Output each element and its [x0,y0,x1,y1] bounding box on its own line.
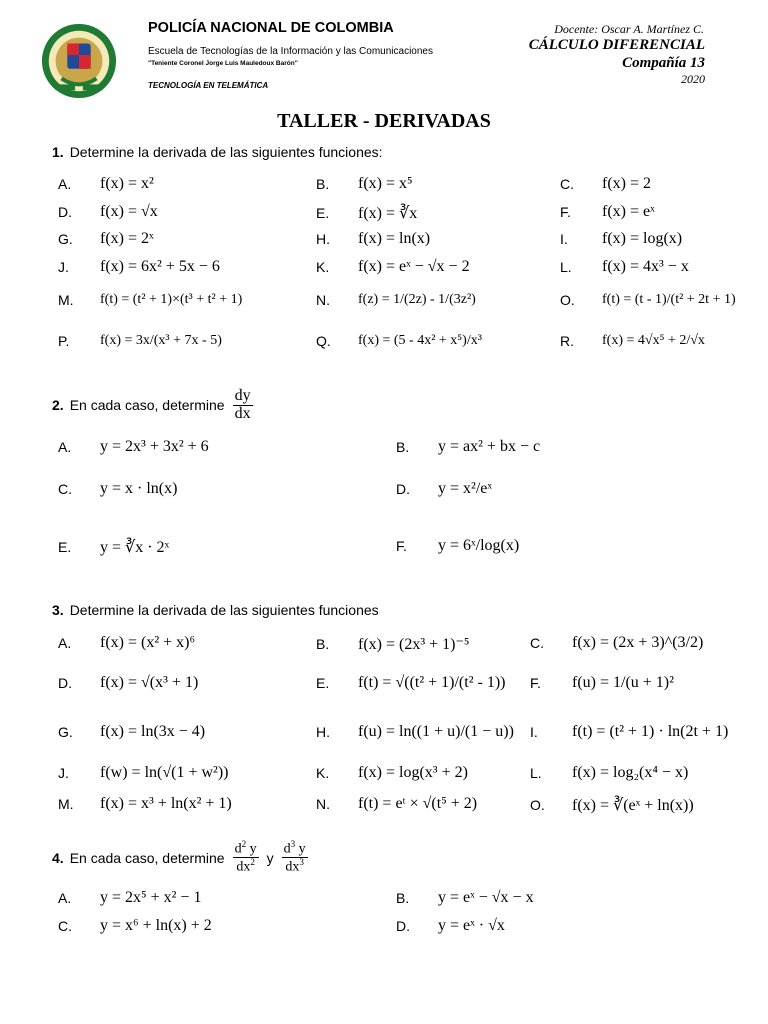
exercise-item [58,292,242,308]
exercise-expression: f(t) = √((t² + 1)/(t² - 1)) [358,674,506,691]
dy-dx-denominator: dx [234,404,251,422]
exercise-expression: f(t) = (t² + 1)×(t³ + t² + 1) [100,292,243,307]
exercise-expression: f(x) = (x² + x)⁶ [100,634,196,651]
exercise-label: A. [58,635,72,651]
exercise-item [316,292,476,308]
institution-name: POLICÍA NACIONAL DE COLOMBIA [148,20,394,36]
exercise-item [530,723,728,741]
exercise-item [316,333,482,349]
year: 2020 [681,72,705,86]
exercise-item [560,203,655,221]
exercise-item [316,674,505,692]
exercise-label: A. [58,890,72,906]
exercise-label: F. [396,538,407,554]
exercise-label: M. [58,796,74,812]
exercise-expression: f(x) = x³ + ln(x² + 1) [100,795,232,812]
exercise-item [316,175,413,193]
exercise-expression: f(x) = 4√x⁵ + 2/√x [602,333,705,348]
exercise-expression: f(x) = 2ˣ [100,230,154,247]
exercise-item [530,634,703,652]
dy-dx-fraction [233,388,253,423]
exercise-label: G. [58,231,73,247]
program-name: TECNOLOGÍA EN TELEMÁTICA [148,81,269,90]
third-derivative-denominator: $dx^3$ [285,857,304,875]
exercise-item [316,230,430,248]
second-derivative-numerator: $d^2$ y [234,839,257,857]
exercise-expression: f(x) = √x [100,203,158,220]
exercise-label: I. [530,724,538,740]
exercise-expression: f(x) = ln(x) [358,230,431,247]
exercise-label: A. [58,439,72,455]
second-derivative-denominator: $dx^2$ [236,857,255,875]
exercise-label: K. [316,259,330,275]
exercise-expression: f(x) = (5 - 4x² + x⁵)/x³ [358,333,482,348]
exercise-item [58,917,212,935]
exercise-label: B. [316,636,330,652]
exercise-item [58,674,198,692]
exercise-label: C. [58,918,72,934]
exercise-label: G. [58,724,73,740]
conjunction-and: y [266,849,274,866]
exercise-label: A. [58,176,72,192]
section-prompt: En cada caso, determine [69,849,225,866]
exercise-item [316,764,468,782]
exercise-item [316,634,470,654]
exercise-label: H. [316,231,330,247]
exercise-expression: y = eˣ − √x − x [438,889,534,906]
exercise-item [530,764,688,782]
exercise-item [396,537,519,555]
exercise-expression: f(x) = ln(3x − 4) [100,723,206,740]
exercise-item [396,480,492,498]
exercise-label: K. [316,765,330,781]
exercise-expression: f(x) = log₂(x⁴ − x) [572,764,689,781]
exercise-label: O. [530,797,545,813]
exercise-expression: f(x) = (2x + 3)^(3/2) [572,634,704,651]
exercise-label: L. [560,259,572,275]
exercise-expression: f(x) = (2x³ + 1)⁻⁵ [358,636,470,653]
section-1-header [52,144,383,160]
exercise-item [58,795,232,813]
third-derivative-numerator: $d^3$ y [283,839,306,857]
exercise-item [316,203,417,223]
exercise-label: I. [560,231,568,247]
exercise-item [560,258,689,276]
exercise-item [58,230,154,248]
exercise-item [560,333,705,349]
exercise-item [316,795,477,813]
exercise-label: M. [58,292,74,308]
exercise-label: N. [316,292,330,308]
exercise-label: D. [396,918,410,934]
exercise-item [530,795,694,815]
exercise-expression: f(x) = x⁵ [358,175,413,192]
exercise-expression: y = eˣ · √x [438,917,505,934]
exercise-expression: f(z) = 1/(2z) - 1/(3z²) [358,292,476,307]
section-4-header [52,840,310,876]
exercise-item [58,258,220,276]
exercise-item [58,634,195,652]
exercise-label: H. [316,724,330,740]
exercise-label: C. [560,176,574,192]
section-prompt: En cada caso, determine [69,397,225,414]
exercise-label: F. [530,675,541,691]
exercise-item [58,438,209,456]
second-derivative-fraction [233,840,259,876]
exercise-item [58,723,205,741]
exercise-label: N. [316,796,330,812]
exercise-expression: f(u) = ln((1 + u)/(1 − u)) [358,723,514,740]
exercise-expression: y = x · ln(x) [100,480,178,497]
section-3-header [52,602,379,618]
exercise-expression: y = ax² + bx − c [438,438,541,455]
exercise-expression: y = ∛x · 2ˣ [100,539,170,556]
exercise-expression: y = 2x⁵ + x² − 1 [100,889,202,906]
exercise-label: E. [316,205,330,221]
exercise-expression: y = 2x³ + 3x² + 6 [100,438,209,455]
police-seal-logo [40,22,118,100]
exercise-expression: f(t) = (t - 1)/(t² + 2t + 1) [602,292,736,307]
exercise-expression: y = 6ˣ/log(x) [438,537,520,554]
exercise-expression: f(u) = 1/(u + 1)² [572,674,674,691]
exercise-item [316,723,514,741]
exercise-label: E. [58,539,72,555]
section-number: 4. [52,849,64,866]
exercise-label: P. [58,333,70,349]
exercise-expression: f(t) = (t² + 1) · ln(2t + 1) [572,723,729,740]
section-prompt: Determine la derivada de las siguientes funciones: [69,144,383,160]
exercise-label: J. [58,259,69,275]
exercise-item [396,917,505,935]
exercise-expression: f(x) = ∛x [358,205,418,222]
exercise-item [58,889,201,907]
third-derivative-fraction [282,840,308,876]
school-name: Escuela de Tecnologías de la Información y las Comunicaciones [148,46,433,57]
exercise-item [58,203,158,221]
exercise-item [58,333,222,349]
exercise-label: C. [530,635,544,651]
exercise-item [560,230,682,248]
exercise-expression: f(t) = eᵗ × √(t⁵ + 2) [358,795,478,812]
section-prompt: Determine la derivada de las siguientes funciones [69,602,379,618]
exercise-label: D. [396,481,410,497]
exercise-label: B. [316,176,330,192]
exercise-expression: f(x) = 4x³ − x [602,258,689,275]
exercise-item [316,258,470,276]
exercise-label: J. [58,765,69,781]
section-2-header [52,388,255,423]
exercise-label: R. [560,333,574,349]
exercise-expression: f(x) = 6x² + 5x − 6 [100,258,220,275]
exercise-label: D. [58,675,72,691]
exercise-label: L. [530,765,542,781]
exercise-expression: f(x) = x² [100,175,154,192]
school-honoree: "Teniente Coronel Jorge Luis Mauledoux Barón" [148,60,298,67]
exercise-label: F. [560,204,571,220]
page-title: TALLER - DERIVADAS [277,110,491,132]
exercise-item [58,175,154,193]
exercise-expression: f(x) = eˣ [602,203,655,220]
exercise-expression: y = x⁶ + ln(x) + 2 [100,917,212,934]
exercise-label: B. [396,890,410,906]
exercise-item [58,480,177,498]
course-name: CÁLCULO DIFERENCIAL [528,37,705,53]
exercise-item [530,674,674,692]
exercise-item [396,889,534,907]
exercise-expression: f(x) = log(x³ + 2) [358,764,468,781]
company-name: Compañía 13 [622,55,705,71]
exercise-item [58,537,169,557]
teacher-name: Docente: Oscar A. Martínez C. [554,22,704,36]
exercise-expression: f(x) = 3x/(x³ + 7x - 5) [100,333,222,348]
exercise-item [560,292,736,308]
section-number: 2. [52,397,64,414]
section-number: 1. [52,144,64,160]
exercise-label: Q. [316,333,331,349]
exercise-expression: f(x) = eˣ − √x − 2 [358,258,470,275]
exercise-label: C. [58,481,72,497]
exercise-item [58,764,228,782]
exercise-expression: f(x) = √(x³ + 1) [100,674,199,691]
exercise-label: D. [58,204,72,220]
exercise-item [396,438,540,456]
exercise-expression: f(x) = log(x) [602,230,683,247]
exercise-expression: f(x) = ∛(eˣ + ln(x)) [572,797,694,814]
exercise-label: E. [316,675,330,691]
exercise-label: O. [560,292,575,308]
exercise-expression: y = x²/eˣ [438,480,492,497]
dy-dx-numerator: dy [234,387,251,404]
section-number: 3. [52,602,64,618]
exercise-expression: f(x) = 2 [602,175,652,192]
exercise-expression: f(w) = ln(√(1 + w²)) [100,764,229,781]
exercise-label: B. [396,439,410,455]
exercise-item [560,175,651,193]
